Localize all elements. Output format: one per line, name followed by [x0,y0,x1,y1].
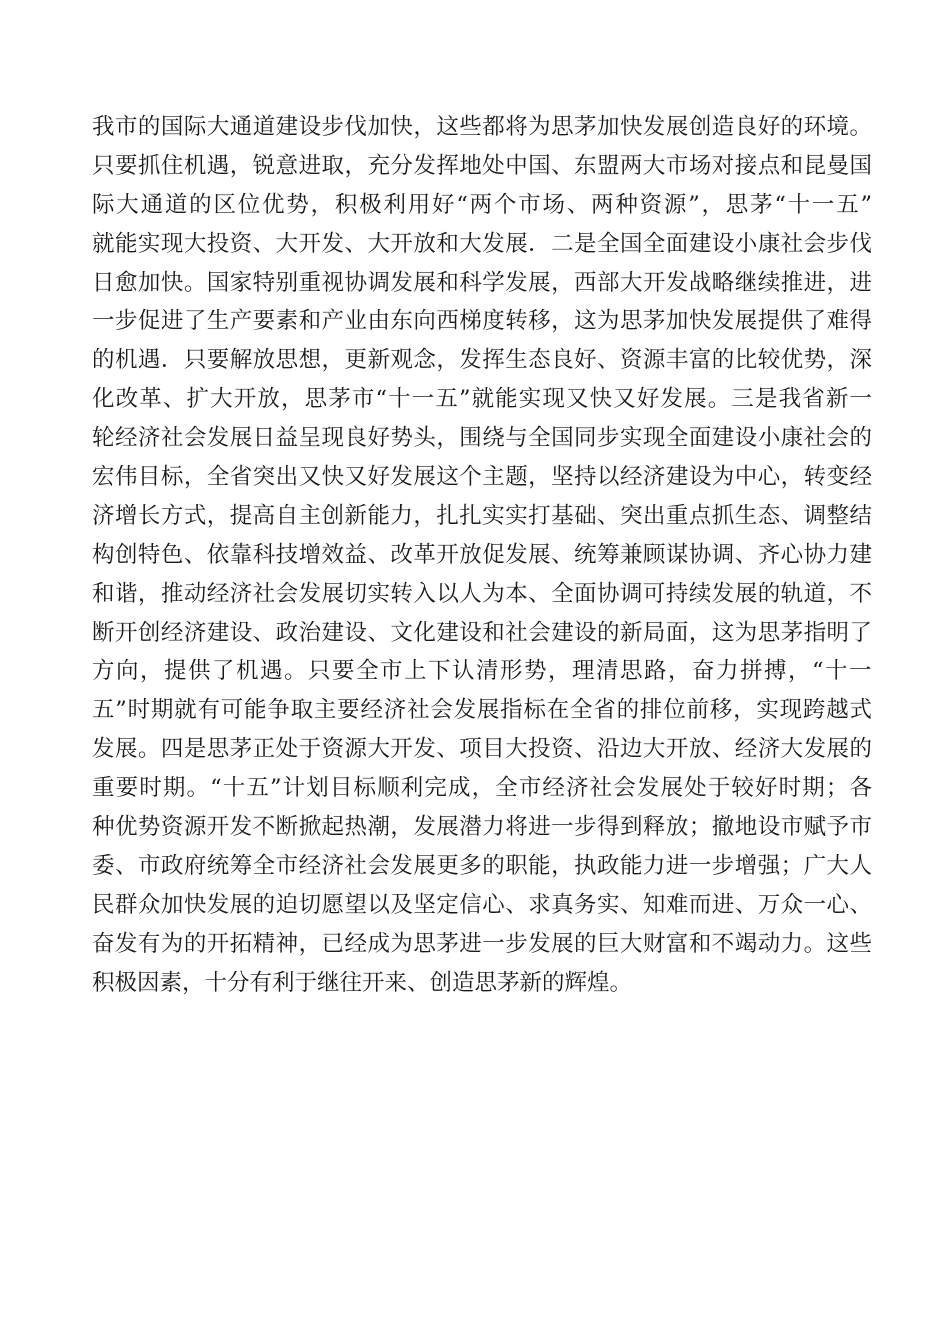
body-paragraph [92,108,872,1002]
text-line: 五”时期就有可能争取主要经济社会发展指标在全省的排位前移，实现跨越式 [92,697,873,724]
text-line: 一步促进了生产要素和产业由东向西梯度转移，这为思茅加快发展提供了难得 [92,308,873,335]
text-line: 种优势资源开发不断掀起热潮，发展潜力将进一步得到释放；撤地设市赋予市 [92,814,873,841]
text-line: 民群众加快发展的迫切愿望以及坚定信心、求真务实、知难而进、万众一心、 [92,891,873,918]
text-line: 重要时期。“十五”计划目标顺利完成，全市经济社会发展处于较好时期；各 [92,775,874,802]
text-line: 我市的国际大通道建设步伐加快，这些都将为思茅加快发展创造良好的环境。 [92,114,873,140]
text-line: 积极因素，十分有利于继往开来、创造思茅新的辉煌。 [92,969,633,996]
text-line: 断开创经济建设、政治建设、文化建设和社会建设的新局面，这为思茅指明了 [92,619,873,646]
text-line: 只要抓住机遇，锐意进取，充分发挥地处中国、东盟两大市场对接点和昆曼国 [92,152,873,179]
text-line: 构创特色、依靠科技增效益、改革开放促发展、统筹兼顾谋协调、齐心协力建 [92,541,873,568]
text-line: 济增长方式，提高自主创新能力，扎扎实实打基础、突出重点抓生态、调整结 [92,502,873,529]
text-line: 的机遇．只要解放思想，更新观念，发挥生态良好、资源丰富的比较优势，深 [92,347,873,374]
text-line: 化改革、扩大开放，思茅市“十一五”就能实现又快又好发展。三是我省新一 [92,386,874,413]
text-line: 和谐，推动经济社会发展切实转入以人为本、全面协调可持续发展的轨道，不 [92,580,873,607]
text-line: 际大通道的区位优势，积极利用好“两个市场、两种资源”，思茅“十一五” [92,191,874,218]
text-line: 日愈加快。国家特别重视协调发展和科学发展，西部大开发战略继续推进，进 [92,269,873,296]
text-line: 轮经济社会发展日益呈现良好势头，围绕与全国同步实现全面建设小康社会的 [92,425,873,452]
text-line: 奋发有为的开拓精神，已经成为思茅进一步发展的巨大财富和不竭动力。这些 [92,930,873,957]
text-line: 方向，提供了机遇。只要全市上下认清形势，理清思路，奋力拼搏，“十一 [92,658,874,685]
text-line: 就能实现大投资、大开发、大开放和大发展．二是全国全面建设小康社会步伐 [92,230,873,257]
text-line: 发展。四是思茅正处于资源大开发、项目大投资、沿边大开放、经济大发展的 [92,736,873,763]
text-line: 委、市政府统筹全市经济社会发展更多的职能，执政能力进一步增强；广大人 [92,852,873,879]
text-line: 宏伟目标，全省突出又快又好发展这个主题，坚持以经济建设为中心，转变经 [92,464,873,491]
